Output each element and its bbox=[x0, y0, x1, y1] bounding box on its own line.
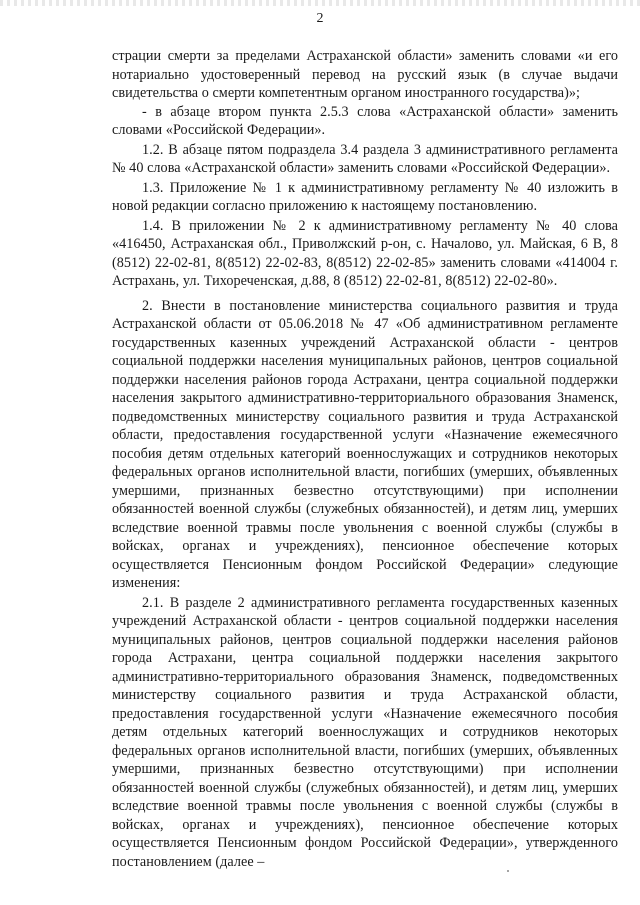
paragraph-1-4: 1.4. В приложении № 2 к административному регламенту № 40 слова «416450, Астраханская обл., Приволжский р-он, с. Началово, ул. Майская, 6 В, 8 (8512) 22-02-81, 8(8512) 22-02-83, 8(8512) 22-02-85» заменить словами «414004 г. Астрахань, ул. Тихореченская, д.88, 8 (8512) 22-02-81, 8(8512) 22-02-80». bbox=[112, 217, 618, 289]
paragraph-1-2: 1.2. В абзаце пятом подраздела 3.4 раздела 3 административного регламента № 40 слова «Астраханской области» заменить словами «Российской Федерации». bbox=[112, 141, 618, 176]
paragraph-item: - в абзаце втором пункта 2.5.3 слова «Астраханской области» заменить словами «Российской Федерации». bbox=[112, 103, 618, 138]
paragraph-continuation: страции смерти за пределами Астраханской области» заменить словами «и его нотариально удостоверенный перевод на русский язык (в случае выдачи свидетельства о смерти компетентным органом иностранного государства)»; bbox=[112, 48, 618, 101]
document-body bbox=[112, 47, 618, 871]
paragraph-2-1: 2.1. В разделе 2 административного регламента государственных казенных учреждений Астраханской области - центров социальной поддержки населения муниципальных районов, центров социальной поддержки населения районов города Астрахани, центра социальной поддержки населения закрытого административно-территориального образования Знаменск, подведомственных министерству социального развития и труда Астраханской области, предоставления государственной услуги «Назначение ежемесячного пособия детям отдельных категорий военнослужащих и сотрудников некоторых федеральных органов исполнительной власти, погибших (умерших, объявленных умершими, признанных безвестно отсутствующими) при исполнении обязанностей военной службы (служебных обязанностей), и детям лиц, умерших вследствие военной травмы после увольнения с военной службы (службы в войсках, органах и учреждениях), пенсионное обеспечение которых осуществляется Пенсионным фондом Российской Федерации», утвержденного постановлением (далее – bbox=[112, 594, 618, 870]
paragraph-2: 2. Внести в постановление министерства социального развития и труда Астраханской области от 05.06.2018 № 47 «Об административном регламенте государственных казенных учреждений Астраханской области - центров социальной поддержки населения муниципальных районов, центров социальной поддержки населения районов города Астрахани, центра социальной поддержки населения закрытого административно-территориального образования Знаменск, подведомственных министерству социального развития и труда Астраханской области, предоставления государственной услуги «Назначение ежемесячного пособия детям отдельных категорий военнослужащих и сотрудников некоторых федеральных органов исполнительной власти, погибших (умерших, объявленных умершими, признанных безвестно отсутствующими) при исполнении обязанностей военной службы (служебных обязанностей), и детям лиц, умерших вследствие военной травмы после увольнения с военной службы (службы в войсках, органах и учреждениях), пенсионное обеспечение которых осуществляется Пенсионным фондом Российской Федерации» следующие изменения: bbox=[112, 297, 618, 591]
paragraph-1-3: 1.3. Приложение № 1 к административному регламенту № 40 изложить в новой редакции согласно приложению к настоящему постановлению. bbox=[112, 179, 618, 214]
page-number: 2 bbox=[316, 11, 324, 26]
scan-top-edge bbox=[0, 0, 640, 6]
scan-speck bbox=[507, 870, 509, 872]
